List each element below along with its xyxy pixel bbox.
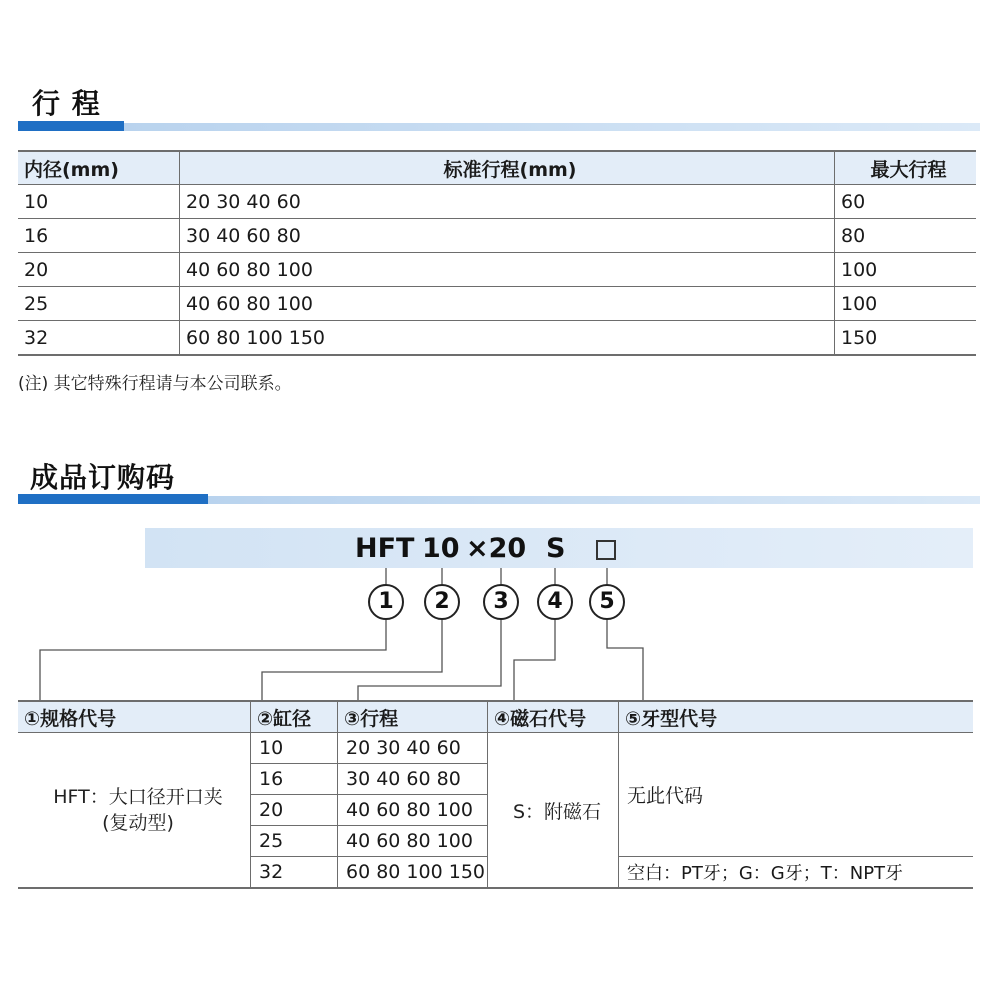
order-code-table (18, 700, 973, 889)
cell-max-stroke: 100 (835, 287, 977, 321)
cell-standard-stroke: 20 30 40 60 (180, 185, 835, 219)
cell-bore: 20 (18, 253, 180, 287)
stroke-section-title: 行 程 (32, 87, 101, 120)
thread-description-2: 空白：PT牙；G：G牙；T：NPT牙 (619, 857, 974, 889)
cell-standard-stroke: 60 80 100 150 (180, 321, 835, 356)
header-model-code: ①规格代号 (18, 701, 251, 733)
cell-stroke: 30 40 60 80 (338, 764, 488, 795)
header-thread-code: ⑤牙型代号 (619, 701, 974, 733)
circle-4: 4 (537, 584, 573, 620)
cell-bore: 32 (251, 857, 338, 889)
cell-bore: 20 (251, 795, 338, 826)
cell-standard-stroke: 40 60 80 100 (180, 287, 835, 321)
table-header-row (18, 701, 973, 733)
header-stroke: ③行程 (338, 701, 488, 733)
header-standard-stroke: 标准行程(mm) (180, 151, 835, 185)
thread-description-1: 无此代码 (619, 733, 974, 857)
cell-bore: 16 (251, 764, 338, 795)
cell-stroke: 20 30 40 60 (338, 733, 488, 764)
cell-stroke: 40 60 80 100 (338, 826, 488, 857)
code-model: HFT (355, 533, 415, 564)
cell-standard-stroke: 40 60 80 100 (180, 253, 835, 287)
circle-5: 5 (589, 584, 625, 620)
code-bore: 10 (422, 533, 460, 564)
header-magnet-code: ④磁石代号 (488, 701, 619, 733)
circle-1: 1 (368, 584, 404, 620)
cell-bore: 10 (18, 185, 180, 219)
code-stroke: ×20 (466, 533, 527, 564)
cell-bore: 25 (18, 287, 180, 321)
header-bore: 内径(mm) (18, 151, 180, 185)
order-code-section-title: 成品订购码 (30, 461, 176, 494)
cell-bore: 10 (251, 733, 338, 764)
stroke-note: (注) 其它特殊行程请与本公司联系。 (18, 374, 292, 394)
cell-max-stroke: 60 (835, 185, 977, 219)
cell-stroke: 60 80 100 150 (338, 857, 488, 889)
cell-bore: 16 (18, 219, 180, 253)
cell-stroke: 40 60 80 100 (338, 795, 488, 826)
circle-3: 3 (483, 584, 519, 620)
cell-max-stroke: 100 (835, 253, 977, 287)
model-desc-line2: (复动型) (102, 812, 174, 834)
cell-bore: 32 (18, 321, 180, 356)
cell-max-stroke: 80 (835, 219, 977, 253)
table-row (18, 733, 973, 764)
model-description (18, 733, 251, 889)
header-max-stroke: 最大行程 (835, 151, 977, 185)
cell-bore: 25 (251, 826, 338, 857)
header-bore: ②缸径 (251, 701, 338, 733)
code-magnet: S (546, 533, 566, 564)
circle-2: 2 (424, 584, 460, 620)
magnet-description: S：附磁石 (488, 733, 619, 889)
cell-max-stroke: 150 (835, 321, 977, 356)
model-desc-line1: HFT：大口径开口夹 (53, 786, 223, 808)
cell-standard-stroke: 30 40 60 80 (180, 219, 835, 253)
